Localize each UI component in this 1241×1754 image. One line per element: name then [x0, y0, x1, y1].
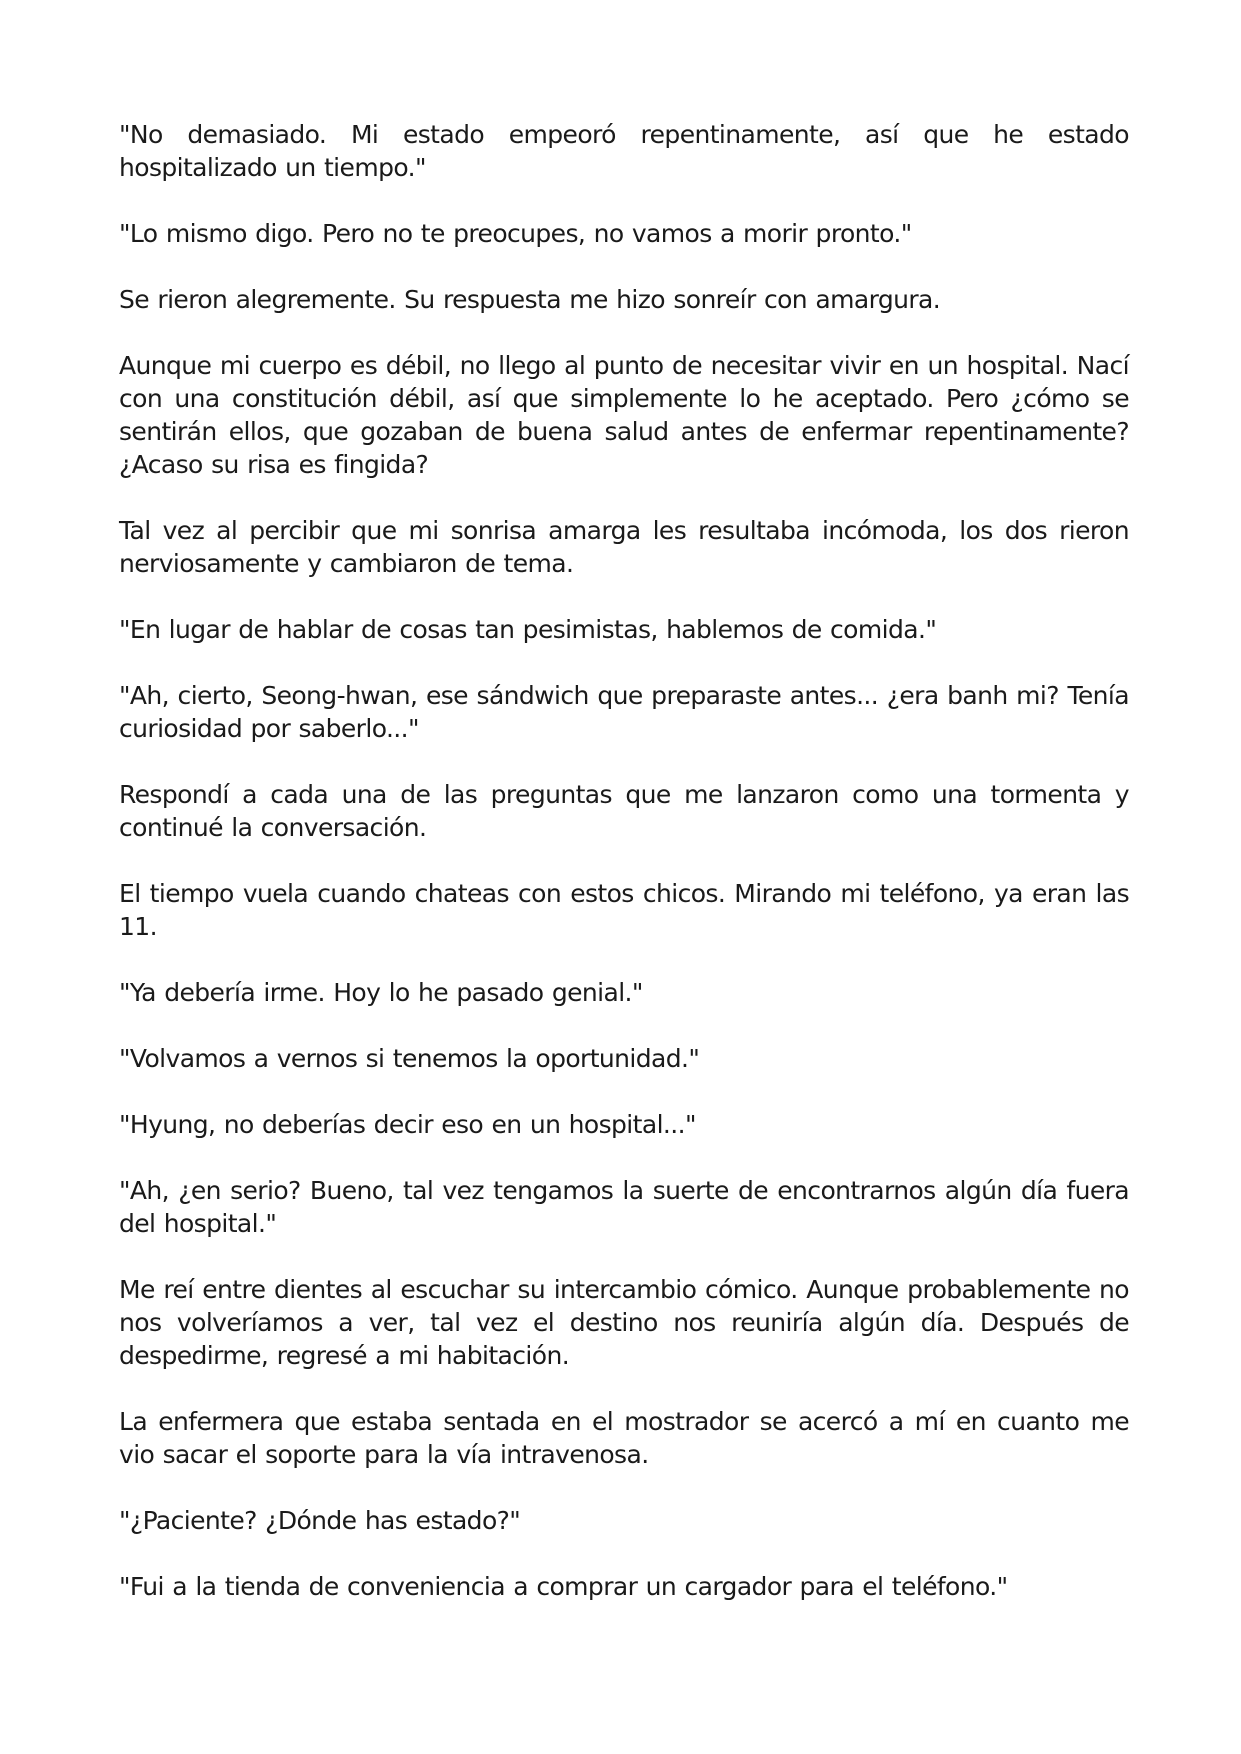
- paragraph: "En lugar de hablar de cosas tan pesimistas, hablemos de comida.": [119, 615, 937, 644]
- paragraph: "Ah, cierto, Seong-hwan, ese sándwich que preparaste antes... ¿era banh mi? Tenía curiosidad por saberlo...": [119, 681, 1129, 743]
- paragraph: Me reí entre dientes al escuchar su intercambio cómico. Aunque probablemente no nos volveríamos a ver, tal vez el destino nos reuniría algún día. Después de despedirme, regresé a mi habitación.: [119, 1275, 1129, 1370]
- paragraph: "¿Paciente? ¿Dónde has estado?": [119, 1506, 521, 1535]
- paragraph: Se rieron alegremente. Su respuesta me hizo sonreír con amargura.: [119, 285, 941, 314]
- paragraph: "Fui a la tienda de conveniencia a comprar un cargador para el teléfono.": [119, 1572, 1008, 1601]
- paragraph: "Hyung, no deberías decir eso en un hospital...": [119, 1110, 696, 1139]
- paragraph: El tiempo vuela cuando chateas con estos chicos. Mirando mi teléfono, ya eran las 11.: [119, 879, 1129, 941]
- paragraph: "Lo mismo digo. Pero no te preocupes, no vamos a morir pronto.": [119, 219, 912, 248]
- paragraph: La enfermera que estaba sentada en el mostrador se acercó a mí en cuanto me vio sacar el soporte para la vía intravenosa.: [119, 1407, 1129, 1469]
- paragraph: Respondí a cada una de las preguntas que me lanzaron como una tormenta y continué la conversación.: [119, 780, 1129, 842]
- paragraph: "Ah, ¿en serio? Bueno, tal vez tengamos la suerte de encontrarnos algún día fuera del hospital.": [119, 1176, 1129, 1238]
- paragraph: "Ya debería irme. Hoy lo he pasado genial.": [119, 978, 643, 1007]
- paragraph: "No demasiado. Mi estado empeoró repentinamente, así que he estado hospitalizado un tiempo.": [119, 120, 1129, 182]
- paragraph: Aunque mi cuerpo es débil, no llego al punto de necesitar vivir en un hospital. Nací con una constitución débil, así que simplemente lo he aceptado. Pero ¿cómo se sentirán ellos, que gozaban de buena salud antes de enfermar repentinamente? ¿Acaso su risa es fingida?: [119, 351, 1129, 479]
- paragraph: "Volvamos a vernos si tenemos la oportunidad.": [119, 1044, 700, 1073]
- paragraph: Tal vez al percibir que mi sonrisa amarga les resultaba incómoda, los dos rieron nerviosamente y cambiaron de tema.: [119, 516, 1129, 578]
- body-text: [119, 118, 1129, 1636]
